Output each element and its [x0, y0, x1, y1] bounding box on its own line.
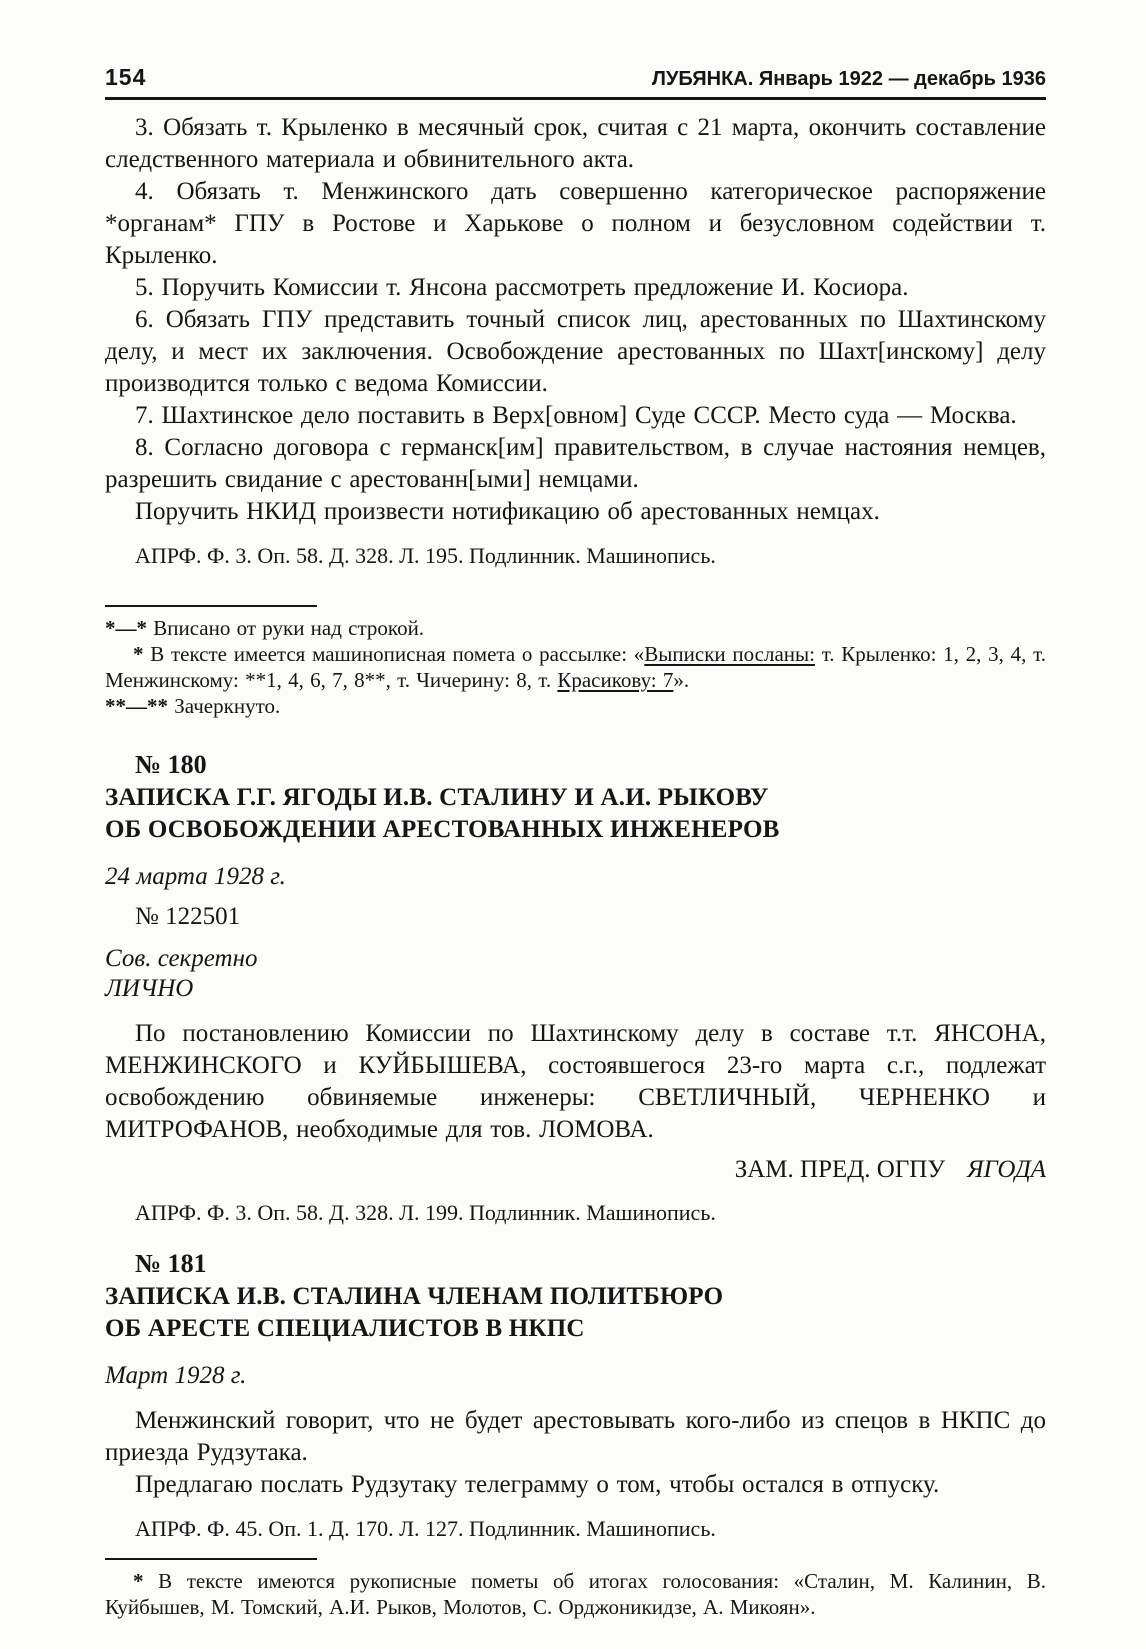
footnote-text: т. Крыленко: 1, 2, 3, 4, т. Менжинскому: **1, 4, 6, 7, 8**, т. Чичерину: 8, т. — [105, 642, 1046, 692]
document-date: Март 1928 г. — [105, 1362, 247, 1389]
archive-reference: АПРФ. Ф. 3. Оп. 58. Д. 328. Л. 195. Подлинник. Машинопись. — [135, 543, 716, 568]
footnote-marker: * — [133, 642, 144, 666]
document-title-line-2: ОБ АРЕСТЕ СПЕЦИАЛИСТОВ В НКПС — [105, 1315, 585, 1342]
classification-secret: Сов. секретно — [105, 945, 258, 972]
document-180 — [105, 749, 1046, 1226]
footnote-separator — [105, 605, 317, 607]
signature-name: ЯГОДА — [967, 1156, 1046, 1183]
numbered-item-8: 8. Согласно договора с германск[им] правительством, в случае настояния немцев, разрешить свидание с арестованн[ыми] немцами. — [105, 434, 1046, 493]
numbered-item-5: 5. Поручить Комиссии т. Янсона рассмотреть предложение И. Косиора. — [135, 274, 909, 301]
footnote-text: В тексте имеется машинописная помета о рассылке: « — [143, 642, 645, 666]
footnote-marker: *—* — [105, 616, 147, 640]
numbered-item-6: 6. Обязать ГПУ представить точный список лиц, арестованных по Шахтинскому делу, и мест их заключения. Освобождение арестованных по Шахт[инскому] делу производится только с ведома Комиссии. — [105, 306, 1046, 397]
footnote-2 — [105, 641, 1046, 693]
document-title-line-1: ЗАПИСКА И.В. СТАЛИНА ЧЛЕНАМ ПОЛИТБЮРО — [105, 1283, 724, 1310]
header-rule — [105, 97, 1046, 100]
footnote-1 — [105, 615, 1046, 641]
numbered-item-3: 3. Обязать т. Крыленко в месячный срок, считая с 21 марта, окончить составление следственного материала и обвинительного акта. — [105, 114, 1046, 173]
document-paragraph: Менжинский говорит, что не будет арестовывать кого-либо из спецов в НКПС до приезда Рудзутака. — [105, 1407, 1046, 1466]
document-body: По постановлению Комиссии по Шахтинскому делу в составе т.т. ЯНСОНА, МЕНЖИНСКОГО и КУЙБЫШЕВА, состоявшегося 23-го марта с.г., подлежат освобождению обвиняемые инженеры: СВЕТЛИЧНЫЙ, ЧЕРНЕНКО и МИТРОФАНОВ, необходимые для тов. ЛОМОВА. — [105, 1020, 1046, 1143]
document-continuation — [105, 112, 1046, 569]
classification-personal: ЛИЧНО — [105, 975, 194, 1002]
footnote-underlined-text: Красикову: 7 — [557, 668, 674, 692]
numbered-item-7: 7. Шахтинское дело поставить в Верх[овном] Суде СССР. Место суда — Москва. — [135, 402, 1017, 429]
footnote-text: Зачеркнуто. — [168, 694, 281, 718]
footnote-separator — [105, 1558, 317, 1560]
closing-paragraph: Поручить НКИД произвести нотификацию об арестованных немцах. — [135, 498, 880, 525]
page-number: 154 — [105, 64, 147, 90]
document-181 — [105, 1248, 1046, 1542]
document-number: № 180 — [135, 750, 207, 779]
signature-role: ЗАМ. ПРЕД. ОГПУ — [734, 1156, 946, 1183]
footnote-text: Вписано от руки над строкой. — [147, 616, 425, 640]
document-title-line-2: ОБ ОСВОБОЖДЕНИИ АРЕСТОВАННЫХ ИНЖЕНЕРОВ — [105, 816, 780, 843]
document-date: 24 марта 1928 г. — [105, 863, 286, 890]
footnote-text: В тексте имеются рукописные пометы об итогах голосования: «Сталин, М. Калинин, В. Куйбышев, М. Томский, А.И. Рыков, Молотов, С. Орджоникидзе, А. Микоян». — [105, 1569, 1046, 1619]
footnote-marker: * — [133, 1569, 144, 1593]
footnote-voting — [105, 1568, 1046, 1620]
numbered-item-4: 4. Обязать т. Менжинского дать совершенно категорическое распоряжение *органам* ГПУ в Ростове и Харькове о полном и безусловном содействии т. Крыленко. — [105, 178, 1046, 269]
document-number: № 181 — [135, 1249, 207, 1278]
running-title: ЛУБЯНКА. Январь 1922 — декабрь 1936 — [651, 68, 1046, 90]
footnote-3 — [105, 693, 1046, 719]
footnote-text: ». — [673, 668, 690, 692]
footnote-marker: **—** — [105, 694, 168, 718]
document-title-line-1: ЗАПИСКА Г.Г. ЯГОДЫ И.В. СТАЛИНУ И А.И. РЫКОВУ — [105, 784, 769, 811]
page-header — [105, 64, 1046, 91]
archive-reference: АПРФ. Ф. 3. Оп. 58. Д. 328. Л. 199. Подлинник. Машинопись. — [135, 1200, 716, 1225]
document-ref-number: № 122501 — [135, 903, 241, 930]
footnotes-block — [105, 605, 1046, 719]
footnote-underlined-text: Выписки посланы: — [644, 642, 815, 666]
footnotes-block-bottom — [105, 1558, 1046, 1620]
signature-line — [105, 1154, 1046, 1185]
document-paragraph: Предлагаю послать Рудзутаку телеграмму о том, чтобы остался в отпуску. — [135, 1471, 940, 1498]
archive-reference: АПРФ. Ф. 45. Оп. 1. Д. 170. Л. 127. Подлинник. Машинопись. — [135, 1516, 716, 1541]
